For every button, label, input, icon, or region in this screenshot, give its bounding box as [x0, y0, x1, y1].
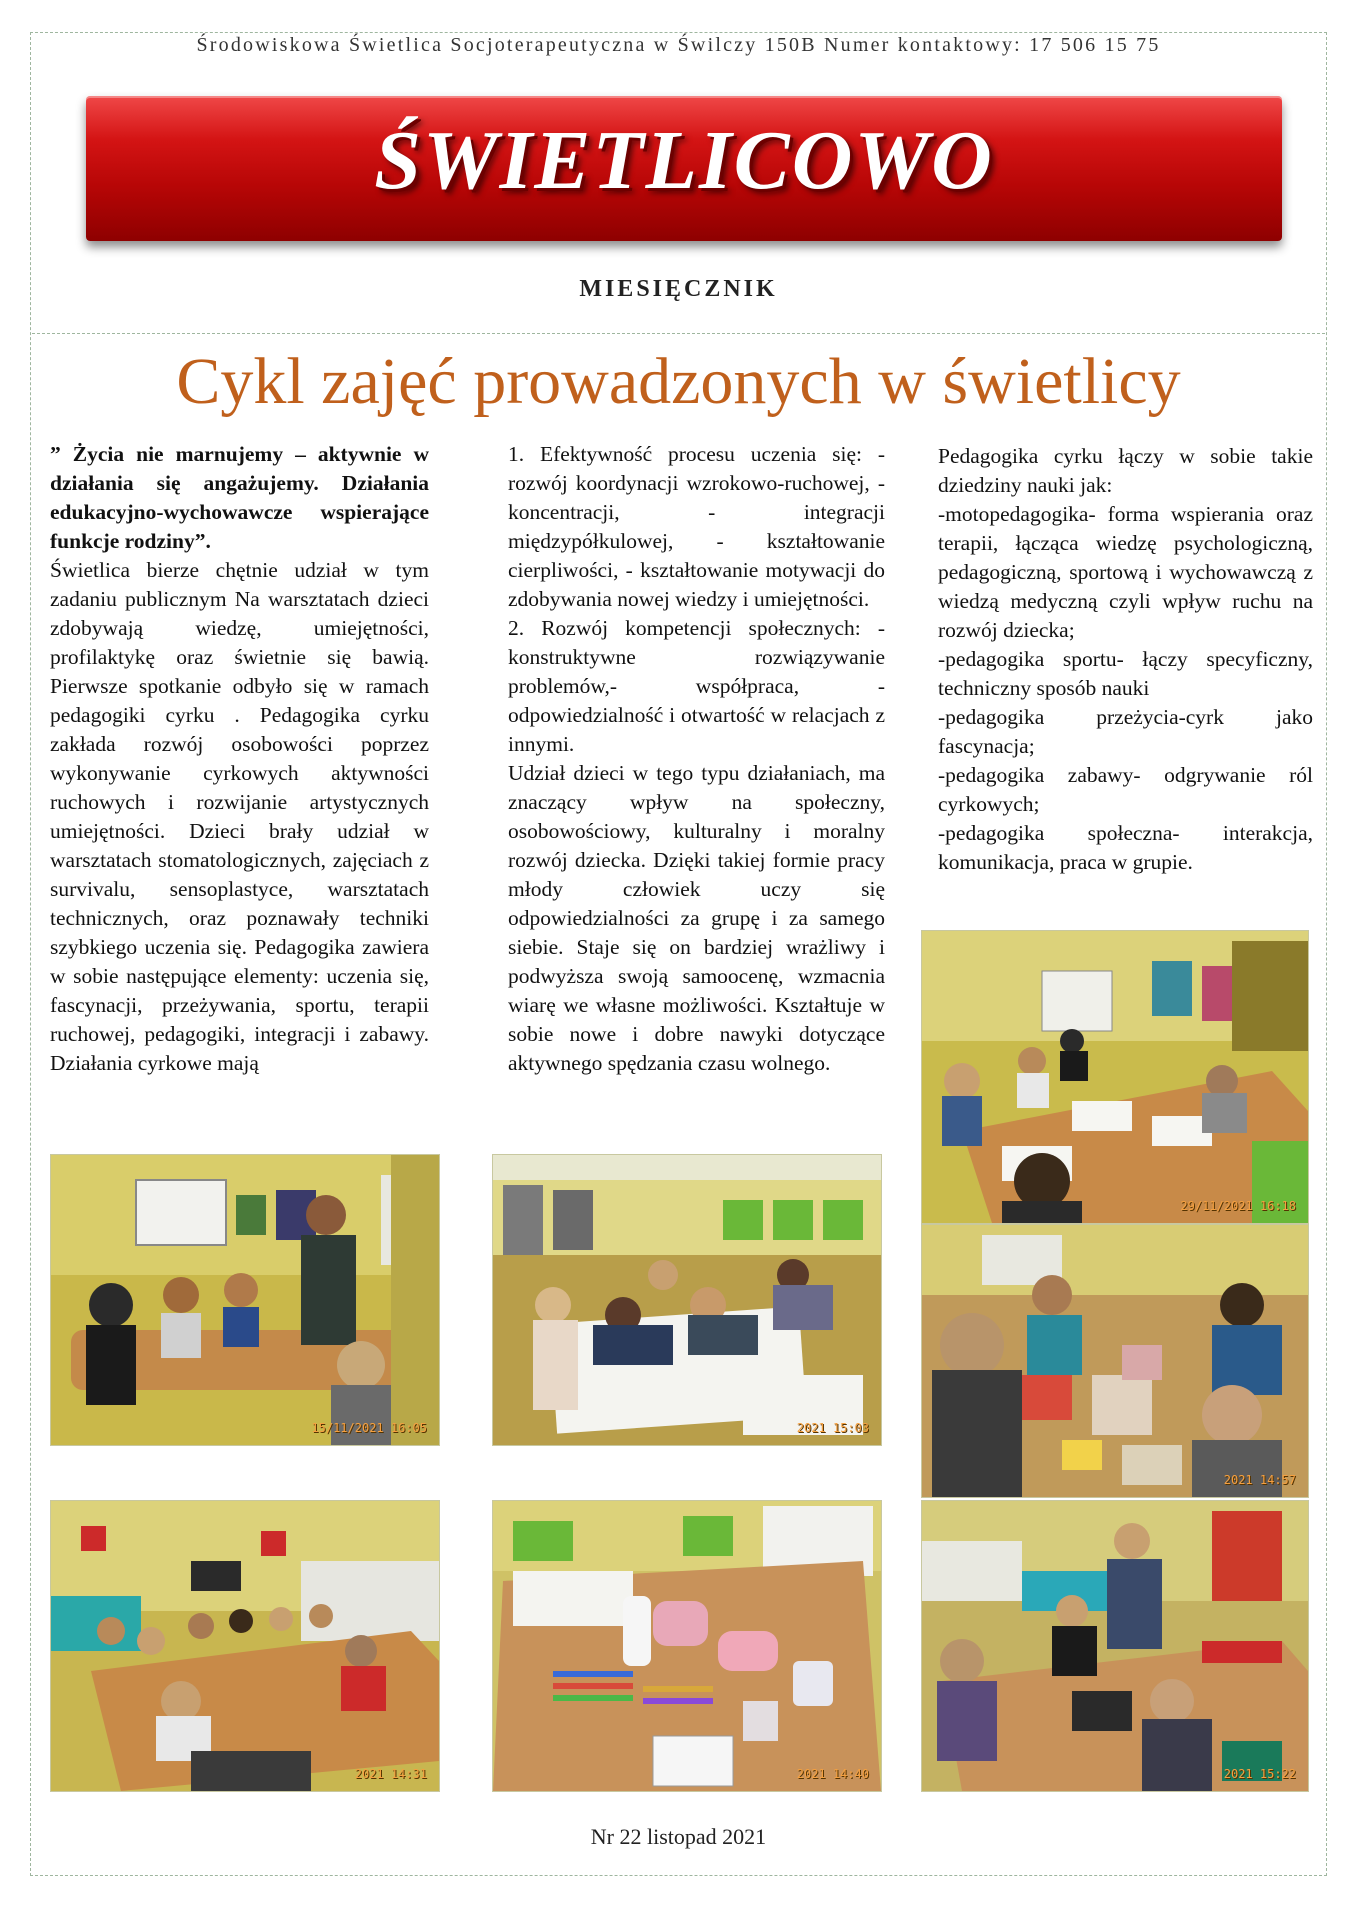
- photo-dental-workshop: [492, 1500, 882, 1792]
- publication-type: MIESIĘCZNIK: [579, 276, 778, 302]
- photo-timestamp: 15/11/2021 16:05: [311, 1421, 427, 1435]
- photo-timestamp: 2021 15:03: [796, 1421, 869, 1435]
- article-paragraph: 2. Rozwój kompetencji społecznych: - konstruktywne rozwiązywanie problemów,- współpraca, - odpowiedzialność i otwartość w relacjach z innymi.: [508, 616, 885, 756]
- photo-group-tables: [50, 1500, 440, 1792]
- masthead-title: ŚWIETLICOWO: [374, 114, 994, 207]
- article-paragraph: Świetlica bierze chętnie udział w tym zadaniu publicznym Na warsztatach dzieci zdobywają wiedzę, umiejętności, profilaktykę oraz świetnie się bawią. Pierwsze spotkanie odbyło się w ramach pedagogiki cyrku . Pedagogika cyrku zakłada rozwój osobowości poprzez wykonywanie cyrkowych aktywności ruchowych i rozwijanie artystycznych umiejętności. Dzieci brały udział w warsztatach stomatologicznych, zajęciach z survivalu, sensoplastyce, warsztatach technicznych, oraz poznawały techniki szybkiego uczenia się. Pedagogika zawiera w sobie następujące elementy: uczenia się, fascynacji, przeżywania, sportu, terapii ruchowej, pedagogiki, integracji i zabawy. Działania cyrkowe mają: [50, 558, 429, 1075]
- photo-timestamp: 2021 14:57: [1223, 1473, 1296, 1487]
- photo-floor-drawing: [492, 1154, 882, 1446]
- photo-technical-workshop: [921, 1500, 1309, 1792]
- article-paragraph: -motopedagogika- forma wspierania oraz terapii, łącząca wiedzę psychologiczną, pedagogiczną, sportową i wychowawczą z wiedzą medyczną czyli wpływ ruchu na rozwój dziecka;: [938, 502, 1313, 642]
- section-divider: [32, 333, 1325, 334]
- article-paragraph: -pedagogika przeżycia-cyrk jako fascynacja;: [938, 705, 1313, 758]
- article-column-3: [938, 442, 1313, 877]
- photo-circus-workshop: [50, 1154, 440, 1446]
- article-paragraph: 1. Efektywność procesu uczenia się: - rozwój koordynacji wzrokowo-ruchowej, - koncentracji, - integracji międzypółkulowej, - kształtowanie cierpliwości, - kształtowanie motywacji do zdobywania nowej wiedzy i umiejętności.: [508, 442, 885, 611]
- article-title: Cykl zajęć prowadzonych w świetlicy: [176, 345, 1181, 418]
- article-paragraph: -pedagogika sportu- łączy specyficzny, techniczny sposób nauki: [938, 647, 1313, 700]
- article-column-2: [508, 440, 885, 1078]
- masthead-banner: [86, 96, 1282, 241]
- organization-header: Środowiskowa Świetlica Socjoterapeutyczna w Świlczy 150B Numer kontaktowy: 17 506 15 75: [196, 34, 1161, 56]
- article-lead: ” Życia nie marnujemy – aktywnie w działania się angażujemy. Działania edukacyjno-wychowawcze wspierające funkcje rodziny”.: [50, 442, 429, 553]
- article-paragraph: -pedagogika zabawy- odgrywanie ról cyrkowych;: [938, 763, 1313, 816]
- photo-timestamp: 2021 15:22: [1223, 1767, 1296, 1781]
- article-paragraph: Pedagogika cyrku łączy w sobie takie dziedziny nauki jak:: [938, 444, 1313, 497]
- photo-timestamp: 2021 14:31: [354, 1767, 427, 1781]
- photo-timestamp: 29/11/2021 16:18: [1180, 1199, 1296, 1213]
- article-paragraph: Udział dzieci w tego typu działaniach, ma znaczący wpływ na społeczny, osobowościowy, kulturalny i moralny rozwój dziecka. Dzięki takiej formie pracy młody człowiek uczy się odpowiedzialności za grupę i za samego siebie. Staje się on bardziej wrażliwy i podwyższa swoją samoocenę, wzmacnia wiarę we własne możliwości. Kształtuje w sobie nowe i dobre nawyki dotyczące aktywnego spędzania czasu wolnego.: [508, 761, 885, 1075]
- photo-timestamp: 2021 14:40: [796, 1767, 869, 1781]
- photo-bead-crafting: [921, 1224, 1309, 1498]
- article-column-1: [50, 440, 429, 1136]
- photo-classroom-table: [921, 930, 1309, 1224]
- issue-footer: Nr 22 listopad 2021: [590, 1824, 767, 1849]
- article-paragraph: -pedagogika społeczna- interakcja, komunikacja, praca w grupie.: [938, 821, 1313, 874]
